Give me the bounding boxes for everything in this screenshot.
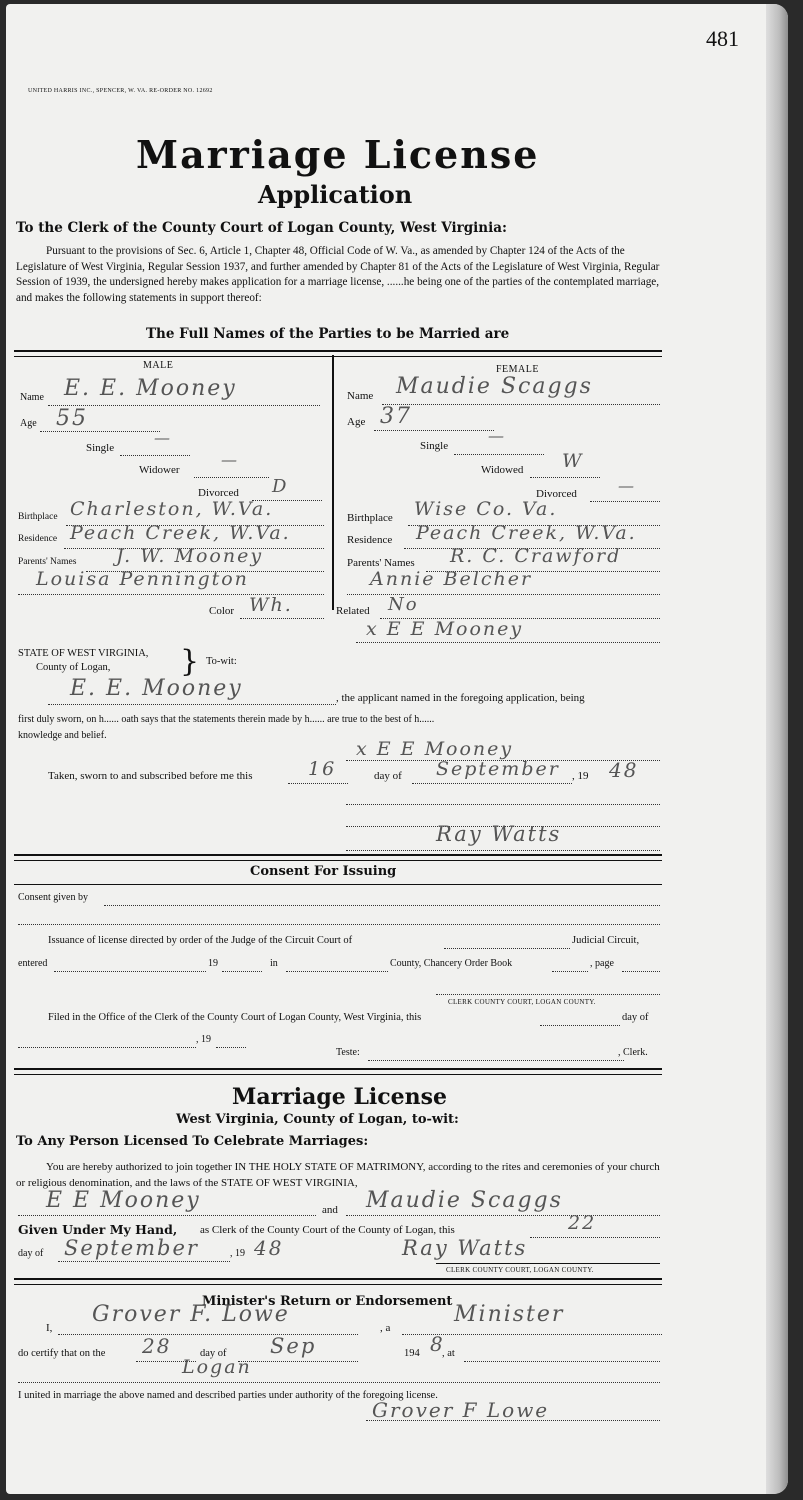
male-color-value: Wh. <box>249 594 293 616</box>
consent-entered: entered <box>18 958 48 969</box>
minister-signature: Grover F Lowe <box>372 1398 550 1422</box>
female-parents-father: R. C. Crawford <box>450 545 622 567</box>
oath-month-value: September <box>436 758 560 780</box>
male-color-label: Color <box>209 605 235 617</box>
oath-applicant: E. E. Mooney <box>70 676 243 701</box>
applicant-signature: x E E Mooney <box>366 618 524 640</box>
male-age-label: Age <box>20 418 37 429</box>
application-subtitle: Application <box>258 180 413 209</box>
minister-place: Logan <box>182 1356 252 1378</box>
female-residence-label: Residence <box>347 534 393 546</box>
male-name-label: Name <box>20 392 44 403</box>
license-month-value: September <box>64 1236 199 1260</box>
female-heading: FEMALE <box>496 364 539 375</box>
female-age-value: 37 <box>380 404 412 429</box>
oath-to-wit: To-wit: <box>206 656 237 667</box>
oath-clerk-signature: Ray Watts <box>436 822 562 846</box>
male-birthplace-value: Charleston, W.Va. <box>70 498 274 520</box>
minister-day-of: day of <box>200 1348 227 1359</box>
license-to-any: To Any Person Licensed To Celebrate Marriages: <box>16 1134 369 1149</box>
page-edge <box>766 4 788 1494</box>
male-parents-label: Parents' Names <box>18 557 77 567</box>
male-birthplace-label: Birthplace <box>18 512 58 522</box>
preamble: Pursuant to the provisions of Sec. 6, Article 1, Chapter 48, Official Code of W. Va., as amended by Chapter 124 of the Acts of the Legislature of West Virginia, Regular Session 1937, and further amended by Chapter 81 of the Acts of the Legislature of West Virginia, Regular Session of 1939, the undersigned hereby makes application for a marriage license, ......he being one of the parties of the contemplated marriage, and makes the following statements in support thereof: <box>16 245 660 304</box>
female-parents-mother: Annie Belcher <box>370 568 533 590</box>
printer-line: UNITED HARRIS INC., SPENCER, W. VA. RE-ORDER NO. 12692 <box>28 88 213 94</box>
oath-day-of: day of <box>374 770 402 782</box>
oath-year-value: 48 <box>609 758 639 782</box>
minister-a: , a <box>380 1322 391 1334</box>
minister-heading: Minister's Return or Endorsement <box>202 1294 453 1309</box>
license-given-rest: as Clerk of the County Court of the County of Logan, this <box>200 1224 455 1236</box>
female-name-value: Maudie Scaggs <box>396 374 593 399</box>
consent-page: , page <box>590 958 614 969</box>
male-single-value: — <box>154 428 172 447</box>
male-widower-value: — <box>221 450 239 469</box>
consent-issuance: Issuance of license directed by order of the Judge of the Circuit Court of <box>48 935 353 946</box>
oath-year-prefix: , 19 <box>572 770 589 782</box>
minister-day-value: 28 <box>142 1334 172 1358</box>
license-day-of: day of <box>18 1248 44 1259</box>
minister-rule <box>14 1278 662 1285</box>
license-clerk-caption: CLERK COUNTY COURT, LOGAN COUNTY. <box>446 1266 594 1274</box>
consent-19-2: , 19 <box>196 1034 211 1045</box>
male-single-label: Single <box>86 442 115 454</box>
female-name-label: Name <box>347 390 374 402</box>
female-birthplace-label: Birthplace <box>347 512 393 524</box>
consent-clerk-caption: CLERK COUNTY COURT, LOGAN COUNTY. <box>448 998 596 1006</box>
consent-rule <box>14 854 662 861</box>
oath-county: County of Logan, <box>36 662 111 673</box>
oath-signature: x E E Mooney <box>356 738 514 760</box>
related-value: No <box>388 594 419 615</box>
male-parents-mother: Louisa Pennington <box>36 568 249 590</box>
minister-year-prefix: 194 <box>404 1348 420 1359</box>
license-subtitle: West Virginia, County of Logan, to-wit: <box>176 1112 459 1127</box>
application-title: Marriage License <box>136 132 540 177</box>
minister-at: , at <box>442 1348 455 1359</box>
male-divorced-value: D <box>272 476 289 497</box>
license-bride: Maudie Scaggs <box>366 1188 563 1213</box>
addressed-to: To the Clerk of the County Court of Logan County, West Virginia: <box>16 220 507 236</box>
license-day-value: 22 <box>568 1212 597 1234</box>
oath-text-2: first duly sworn, on h...... oath says that the statements therein made by h...... are true to the best of h...... <box>18 714 435 725</box>
consent-county-chancery: County, Chancery Order Book <box>390 958 513 969</box>
oath-brace: } <box>180 644 200 679</box>
column-divider <box>332 355 334 610</box>
female-birthplace-value: Wise Co. Va. <box>414 498 558 520</box>
male-divorced-label: Divorced <box>198 487 239 499</box>
minister-certify: do certify that on the <box>18 1348 106 1359</box>
female-single-label: Single <box>420 440 449 452</box>
license-title: Marriage License <box>232 1084 448 1110</box>
minister-united: I united in marriage the above named and described parties under authority of the foregoing license. <box>18 1390 438 1401</box>
oath-taken: Taken, sworn to and subscribed before me this <box>48 770 253 782</box>
minister-year-value: 8 <box>430 1332 445 1356</box>
consent-day-of: day of <box>622 1012 649 1023</box>
male-age-value: 55 <box>56 406 88 431</box>
minister-title: Minister <box>454 1302 565 1327</box>
minister-i: I, <box>46 1322 53 1334</box>
oath-day-value: 16 <box>308 758 337 780</box>
header-rule <box>14 350 662 357</box>
oath-text-3: knowledge and belief. <box>18 730 107 741</box>
minister-name: Grover F. Lowe <box>92 1302 290 1327</box>
license-rule <box>14 1068 662 1075</box>
female-divorced-label: Divorced <box>536 488 577 500</box>
minister-month-value: Sep <box>270 1334 317 1358</box>
license-clerk-signature: Ray Watts <box>402 1236 528 1260</box>
license-groom: E E Mooney <box>46 1188 201 1213</box>
female-parents-label: Parents' Names <box>347 557 415 569</box>
consent-in: in <box>270 958 278 969</box>
male-residence-value: Peach Creek, W.Va. <box>70 522 291 544</box>
consent-judicial: Judicial Circuit, <box>572 935 640 946</box>
consent-given-by: Consent given by <box>18 892 88 903</box>
consent-19: 19 <box>208 958 218 969</box>
female-divorced-value: — <box>618 476 636 495</box>
female-age-label: Age <box>347 416 366 428</box>
male-widower-label: Widower <box>139 464 180 476</box>
license-year-value: 48 <box>254 1236 284 1260</box>
license-year-prefix: , 19 <box>230 1248 245 1259</box>
related-label: Related <box>336 605 370 617</box>
female-widowed-label: Widowed <box>481 464 524 476</box>
license-and: and <box>322 1204 338 1216</box>
consent-clerk: , Clerk. <box>618 1047 648 1058</box>
page-number: 481 <box>706 26 739 51</box>
female-single-value: — <box>488 426 506 445</box>
oath-state: STATE OF WEST VIRGINIA, <box>18 648 149 659</box>
oath-text-1: , the applicant named in the foregoing application, being <box>336 692 585 704</box>
consent-filed: Filed in the Office of the Clerk of the County Court of Logan County, West Virginia, this <box>48 1012 422 1023</box>
female-widowed-value: W <box>562 450 584 472</box>
male-name-value: E. E. Mooney <box>64 376 237 401</box>
license-page <box>6 4 788 1494</box>
male-heading: MALE <box>143 360 174 371</box>
male-residence-label: Residence <box>18 534 58 544</box>
license-given: Given Under My Hand, <box>18 1222 178 1237</box>
license-authorize: You are hereby authorized to join together IN THE HOLY STATE OF MATRIMONY, according to the rites and ceremonies of your church or religious denomination, and the laws of the STATE OF WEST VIRGINIA, <box>16 1161 660 1189</box>
consent-heading: Consent For Issuing <box>250 864 397 879</box>
male-parents-father: J. W. Mooney <box>116 545 264 567</box>
female-residence-value: Peach Creek, W.Va. <box>416 522 637 544</box>
consent-teste: Teste: <box>336 1047 360 1058</box>
parties-heading: The Full Names of the Parties to be Married are <box>146 326 510 342</box>
